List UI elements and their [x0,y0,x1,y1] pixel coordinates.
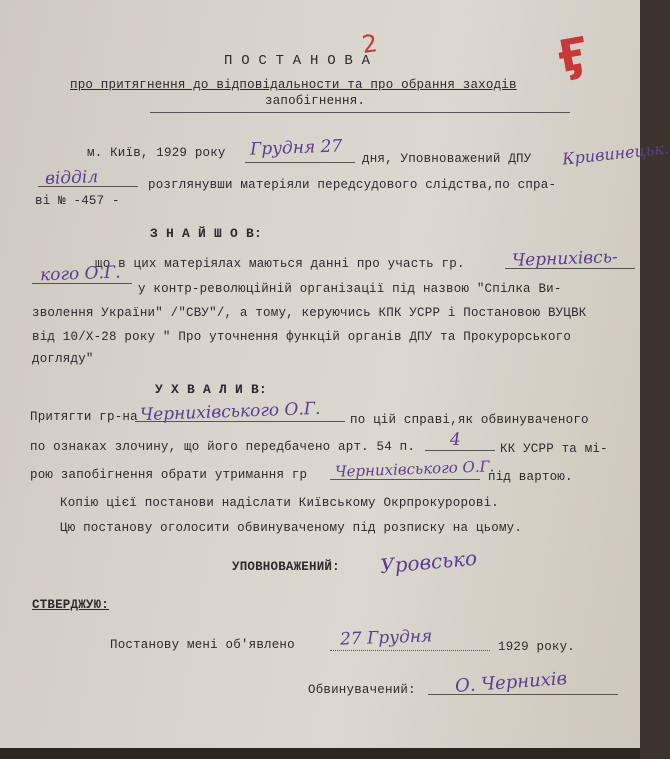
decided-line3-prefix: рою запобігнення обрати утримання гр [30,468,308,482]
decided-line4: Копію цієї постанови надіслати Київському Окрпрокуророві. [60,496,499,510]
page-bottom-edge [0,748,640,759]
decided-line3-suffix: під вартою. [488,470,573,484]
accused-name-2-underline [135,421,345,422]
decided-heading: У Х В А Л И В: [155,382,268,397]
decided-line2-prefix: по ознаках злочину, що його передбачено арт. 54 п. [30,440,416,454]
document-subtitle-line2: запобігнення. [265,94,366,108]
document-subtitle-line1: про притягнення до відповідальности та про обрання заходів [70,78,517,92]
date-underline [245,162,355,163]
intro-authorized-dpu: дня, Уповноважений ДПУ [362,152,532,166]
department-underline [38,186,138,187]
found-line1: що в цих матеріялах маються данні про участь гр. [95,257,465,271]
header-divider [150,112,570,113]
announced-year: 1929 року. [498,640,576,654]
found-line4: від 10/Х-28 року " Про уточнення функцій органів ДПУ та Прокурорського [32,330,572,344]
accused-name-underline [505,268,635,269]
red-number-annotation: 2 [360,29,380,59]
accused-signature-line [428,694,618,695]
handwritten-article-number: 4 [449,429,462,451]
intro-case-number: ві № -457 - [35,194,120,208]
handwritten-accused-name: Чернихівсь- [511,247,618,271]
found-line5: догляду" [32,352,94,366]
article-underline [425,450,495,451]
handwritten-accused-name-cont: кого О.Г. [39,262,121,286]
announced-text: Постанову мені об'явлено [110,638,295,652]
accused-name-3-underline [330,479,480,480]
intro-city-year: м. Київ, 1929 року [87,146,226,160]
handwritten-department: відділ [44,167,99,189]
found-line2: у контр-революційній організації під назвою "Спілка Ви- [138,282,562,296]
accused-signature: О. Чернихів [454,668,568,697]
handwritten-date: Грудня 27 [249,136,343,160]
accused-name-cont-underline [32,283,132,284]
decided-line2-suffix: КК УСРР та мі- [500,442,608,456]
handwritten-place: Кривинецьк. [561,138,670,169]
decided-line1-prefix: Притягти гр-на [30,410,138,424]
confirm-label: СТВЕРДЖУЮ: [32,598,110,612]
announced-date-line [330,650,490,651]
handwritten-accused-name-3: Чернихівського О.Г. [334,457,495,481]
intro-reviewed-materials: розглянувши матеріяли передсудового слідства,по спра- [148,178,557,192]
found-line3: зволення України" /"СВУ"/, а тому, керуючись КПК УСРР і Постановою ВУЦВК [32,306,587,320]
red-mark-annotation: Ӻ [553,27,592,84]
handwritten-announced-date: 27 Грудня [339,626,433,650]
document-title: П О С Т А Н О В А [224,53,371,69]
decided-line1-suffix: по цій справі,як обвинуваченого [350,413,589,427]
handwritten-accused-name-2: Чернихівського О.Г. [139,398,321,426]
found-heading: З Н А Й Ш О В: [150,226,263,241]
decided-line5: Цю постанову оголосити обвинуваченому під розписку на цьому. [60,521,523,535]
accused-label: Обвинувачений: [308,683,416,697]
official-label: УПОВНОВАЖЕНИЙ: [232,560,340,574]
official-signature: Уровсько [379,545,478,579]
